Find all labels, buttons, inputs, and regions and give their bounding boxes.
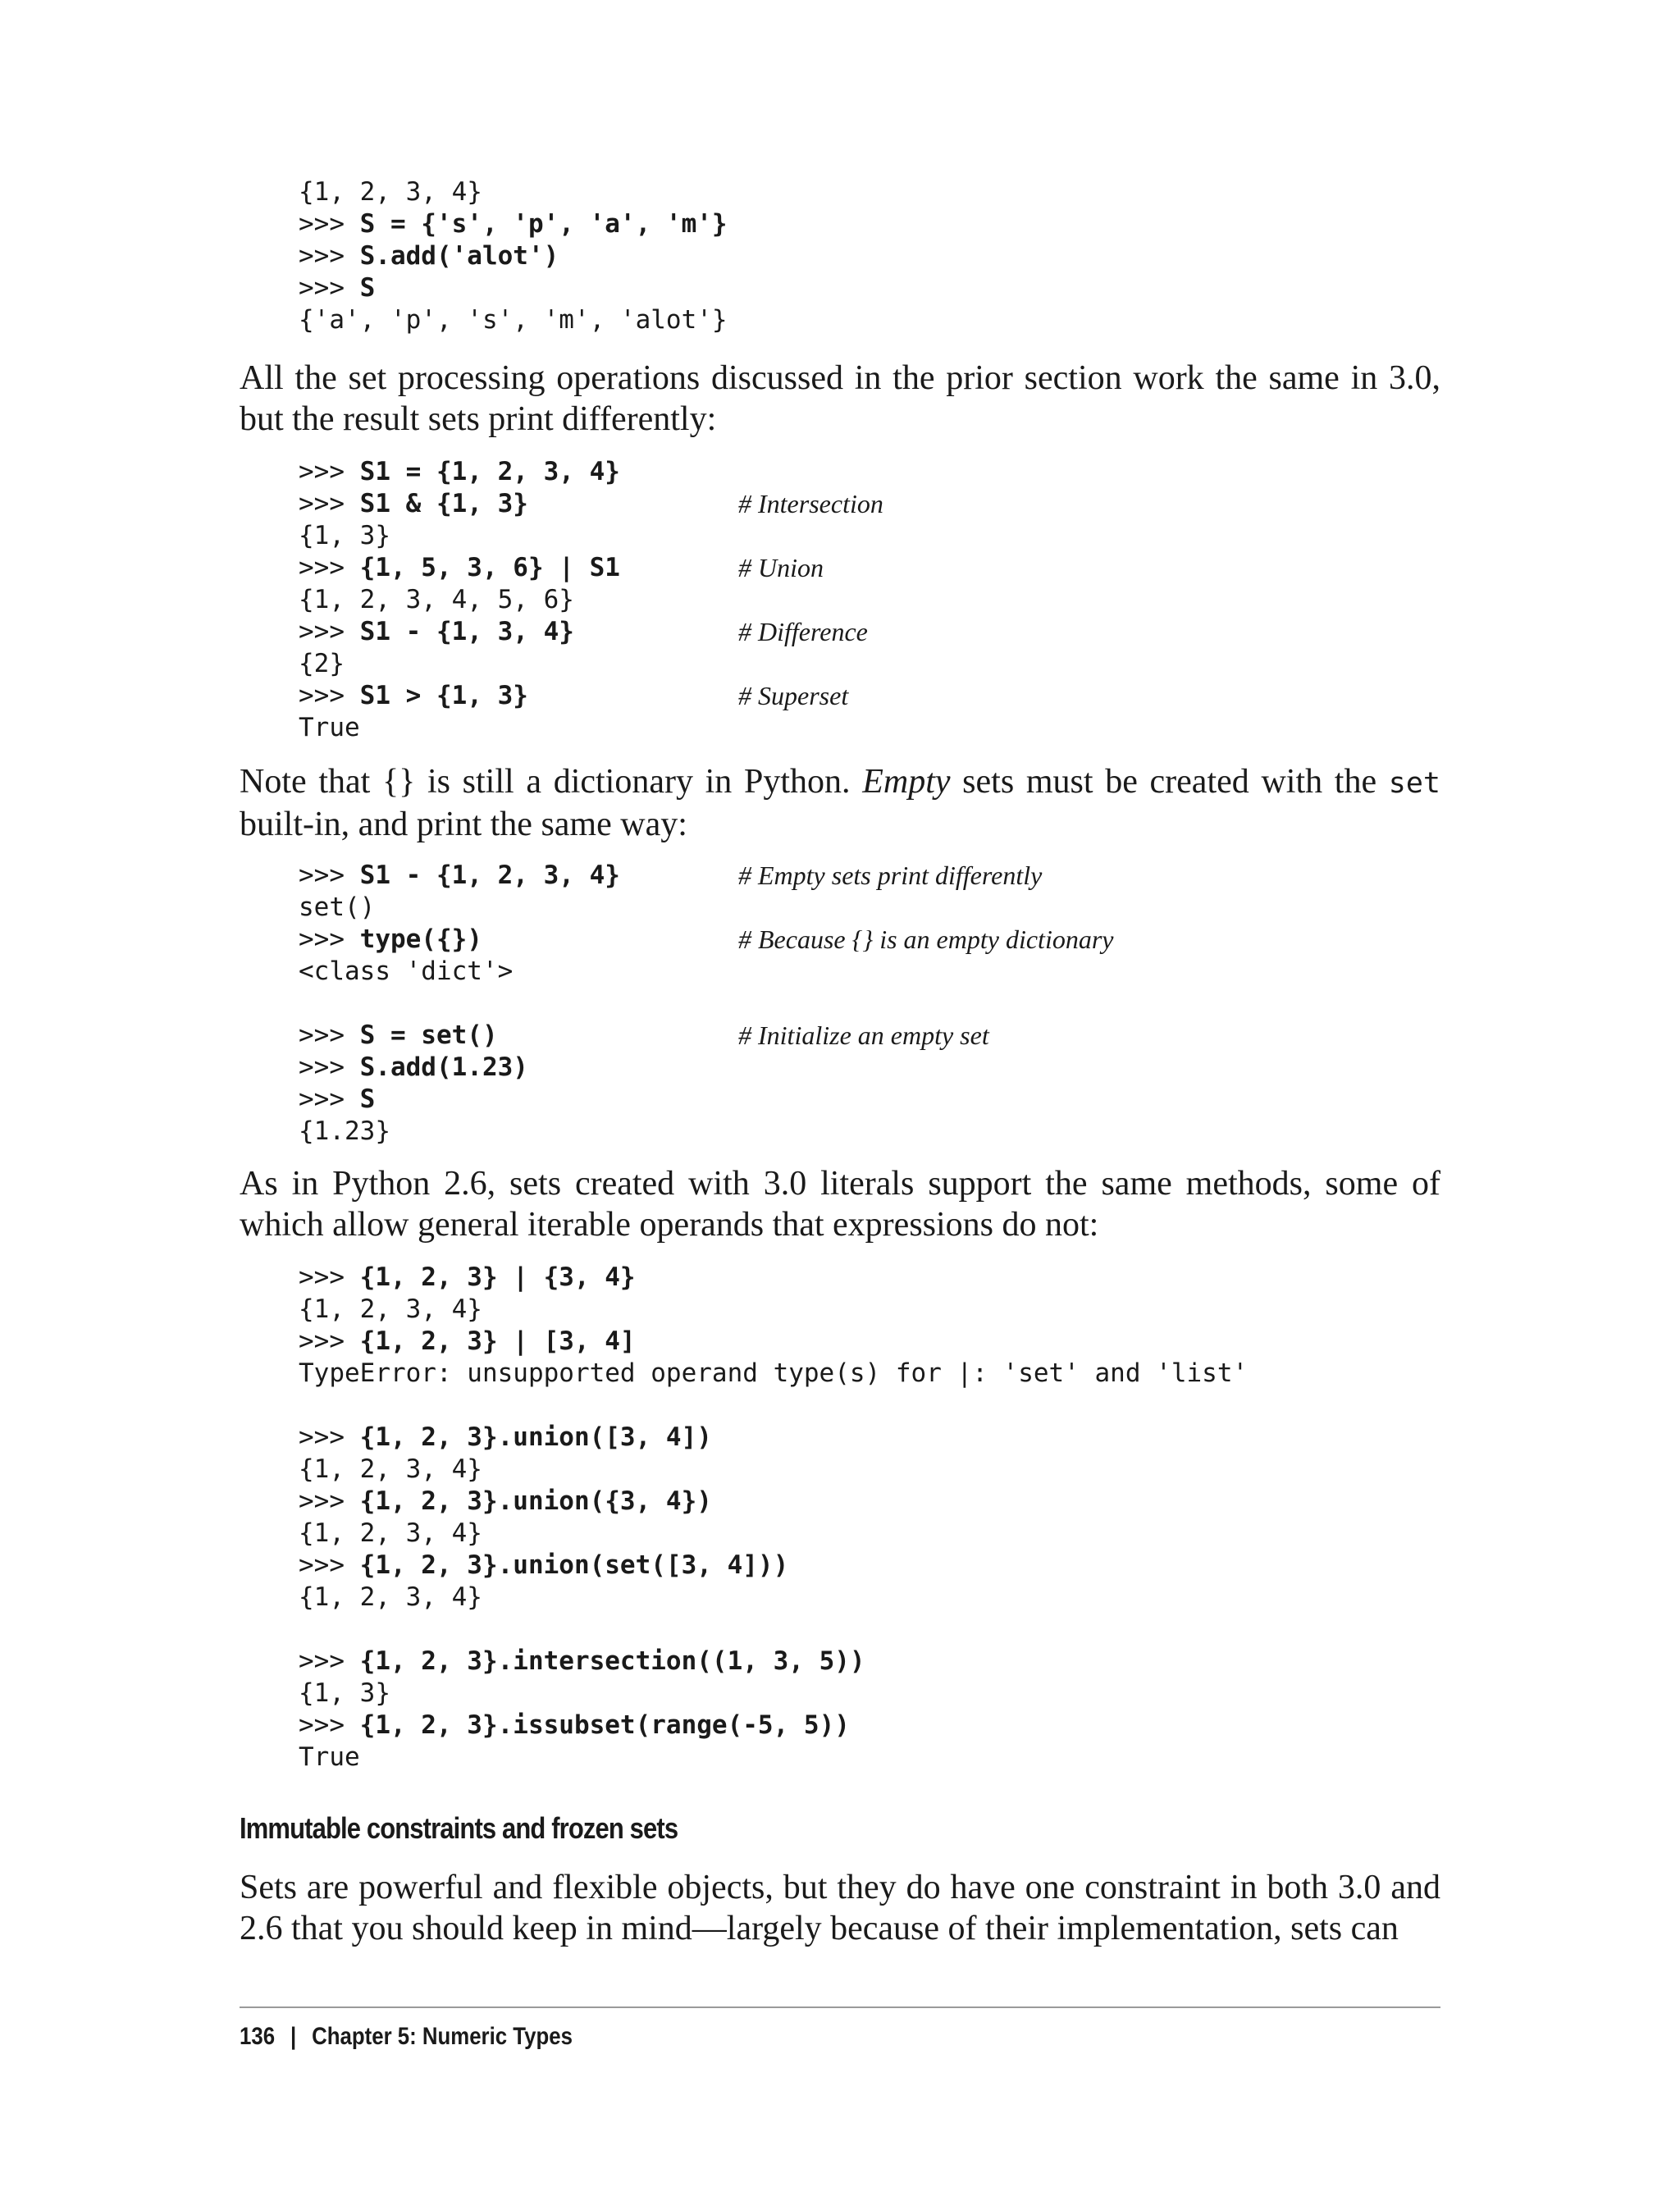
code-command: S.add(1.23) xyxy=(359,1052,528,1082)
code-block-set-methods xyxy=(299,1262,1248,1774)
code-prompt: >>> xyxy=(299,1262,360,1292)
code-block-set-add xyxy=(299,176,728,336)
code-output: {1, 2, 3, 4} xyxy=(299,177,482,207)
code-line xyxy=(299,988,620,1020)
code-command: {1, 2, 3}.union({3, 4}) xyxy=(359,1486,712,1516)
code-comment: # Difference xyxy=(738,617,868,646)
code-command: S = {'s', 'p', 'a', 'm'} xyxy=(359,209,728,239)
code-comment: # Superset xyxy=(738,681,849,710)
code-command: type({}) xyxy=(359,924,482,954)
code-line xyxy=(299,712,620,744)
code-prompt: >>> xyxy=(299,241,360,271)
code-line xyxy=(299,1116,620,1148)
code-block-set-operations xyxy=(299,456,883,744)
code-line xyxy=(299,552,824,584)
code-line xyxy=(299,1486,1248,1518)
code-line xyxy=(299,520,620,552)
code-command: S = set() xyxy=(359,1020,498,1050)
code-line xyxy=(299,1262,1248,1294)
page-number: 136 xyxy=(240,2023,276,2050)
code-prompt: >>> xyxy=(299,273,360,303)
code-output: {2} xyxy=(299,649,345,678)
emphasis-empty: Empty xyxy=(862,763,951,801)
code-prompt: >>> xyxy=(299,681,360,710)
code-command: {1, 2, 3} | [3, 4] xyxy=(359,1326,636,1356)
code-command: {1, 2, 3}.union([3, 4]) xyxy=(359,1422,712,1452)
code-command: S xyxy=(359,273,376,303)
code-output: {1, 2, 3, 4} xyxy=(299,1582,482,1612)
code-line xyxy=(299,860,1043,892)
code-line xyxy=(299,1390,1248,1422)
code-prompt: >>> xyxy=(299,1052,360,1082)
code-command: {1, 2, 3}.intersection((1, 3, 5)) xyxy=(359,1646,865,1676)
code-line xyxy=(299,1294,1248,1326)
code-command: S1 - {1, 2, 3, 4} xyxy=(359,861,620,890)
paragraph-empty-sets-text-1: Note that {} is still a dictionary in Python. xyxy=(240,763,863,801)
code-line xyxy=(299,1678,1248,1710)
code-line xyxy=(299,240,728,272)
code-line xyxy=(299,680,849,712)
code-command: S1 & {1, 3} xyxy=(359,489,528,518)
code-prompt: >>> xyxy=(299,924,360,954)
code-command: S1 - {1, 3, 4} xyxy=(359,617,574,646)
code-line xyxy=(299,1422,1248,1454)
code-line xyxy=(299,1614,1248,1646)
code-prompt: >>> xyxy=(299,1646,360,1676)
code-line xyxy=(299,208,728,240)
code-line xyxy=(299,272,728,304)
code-prompt: >>> xyxy=(299,617,360,646)
code-output: {1, 2, 3, 4} xyxy=(299,1294,482,1324)
code-line xyxy=(299,488,883,520)
code-comment: # Initialize an empty set xyxy=(738,1020,989,1050)
footer-separator: | xyxy=(290,2023,297,2050)
code-command: S1 > {1, 3} xyxy=(359,681,528,710)
code-output: TypeError: unsupported operand type(s) for |: 'set' and 'list' xyxy=(299,1358,1249,1388)
code-line xyxy=(299,1052,620,1084)
code-command: {1, 5, 3, 6} | S1 xyxy=(359,553,620,582)
code-line xyxy=(299,648,620,680)
code-line xyxy=(299,1742,1248,1774)
code-line xyxy=(299,1326,1248,1358)
code-comment: # Because {} is an empty dictionary xyxy=(738,924,1114,954)
code-prompt: >>> xyxy=(299,1486,360,1516)
code-line xyxy=(299,956,620,988)
section-heading: Immutable constraints and frozen sets xyxy=(240,1811,678,1845)
page-footer xyxy=(240,2023,573,2051)
code-line xyxy=(299,1646,1248,1678)
code-line xyxy=(299,1582,1248,1614)
code-prompt: >>> xyxy=(299,1550,360,1580)
code-output: {1, 2, 3, 4} xyxy=(299,1518,482,1548)
inline-code-set: set xyxy=(1388,767,1440,800)
code-command: S1 = {1, 2, 3, 4} xyxy=(359,457,620,486)
code-command: {1, 2, 3}.issubset(range(-5, 5)) xyxy=(359,1710,850,1740)
code-command: {1, 2, 3}.union(set([3, 4])) xyxy=(359,1550,789,1580)
code-comment: # Union xyxy=(738,553,824,582)
code-output: {1, 2, 3, 4} xyxy=(299,1454,482,1484)
code-line xyxy=(299,1550,1248,1582)
code-prompt: >>> xyxy=(299,1084,360,1114)
code-prompt: >>> xyxy=(299,1020,360,1050)
code-output: {1, 3} xyxy=(299,521,390,550)
footer-divider xyxy=(240,2006,1440,2008)
paragraph-set-operations: All the set processing operations discussed in the prior section work the same in 3.0, but the result sets print differently: xyxy=(240,359,1440,438)
code-prompt: >>> xyxy=(299,1326,360,1356)
code-line xyxy=(299,456,620,488)
code-line xyxy=(299,892,620,924)
code-prompt: >>> xyxy=(299,553,360,582)
code-command: S.add('alot') xyxy=(359,241,559,271)
code-output: <class 'dict'> xyxy=(299,956,514,986)
paragraph-frozen-sets: Sets are powerful and flexible objects, but they do have one constraint in both 3.0 and 2.6 that you should keep in mind—largely because of their implementation, sets can xyxy=(240,1869,1440,1947)
code-line xyxy=(299,304,728,336)
code-line xyxy=(299,1454,1248,1486)
code-line xyxy=(299,1518,1248,1550)
code-line xyxy=(299,1020,989,1052)
code-line xyxy=(299,1084,620,1116)
code-output: {1, 3} xyxy=(299,1678,390,1708)
code-output: True xyxy=(299,1742,360,1772)
paragraph-set-methods: As in Python 2.6, sets created with 3.0 literals support the same methods, some of which allow general iterable operands that expressions do not: xyxy=(240,1165,1440,1244)
code-line xyxy=(299,176,728,208)
code-comment: # Intersection xyxy=(738,489,883,518)
code-command: {1, 2, 3} | {3, 4} xyxy=(359,1262,636,1292)
code-prompt: >>> xyxy=(299,1710,360,1740)
code-line xyxy=(299,1710,1248,1742)
code-command: S xyxy=(359,1084,376,1114)
code-prompt: >>> xyxy=(299,1422,360,1452)
code-output: {1, 2, 3, 4, 5, 6} xyxy=(299,585,574,614)
code-line xyxy=(299,1358,1248,1390)
code-block-empty-sets xyxy=(299,860,1114,1148)
code-prompt: >>> xyxy=(299,861,360,890)
paragraph-empty-sets-text-3: built-in, and print the same way: xyxy=(240,806,687,843)
code-line xyxy=(299,584,620,616)
code-comment: # Empty sets print differently xyxy=(738,861,1043,890)
code-prompt: >>> xyxy=(299,457,360,486)
paragraph-empty-sets-text-2: sets must be created with the xyxy=(950,763,1389,801)
code-output: {'a', 'p', 's', 'm', 'alot'} xyxy=(299,305,728,335)
paragraph-empty-sets xyxy=(240,761,1440,845)
code-output: True xyxy=(299,713,360,742)
code-prompt: >>> xyxy=(299,209,360,239)
chapter-title: Chapter 5: Numeric Types xyxy=(312,2023,573,2050)
code-output: set() xyxy=(299,892,376,922)
code-output: {1.23} xyxy=(299,1116,390,1146)
code-prompt: >>> xyxy=(299,489,360,518)
code-line xyxy=(299,924,1114,956)
code-line xyxy=(299,616,868,648)
